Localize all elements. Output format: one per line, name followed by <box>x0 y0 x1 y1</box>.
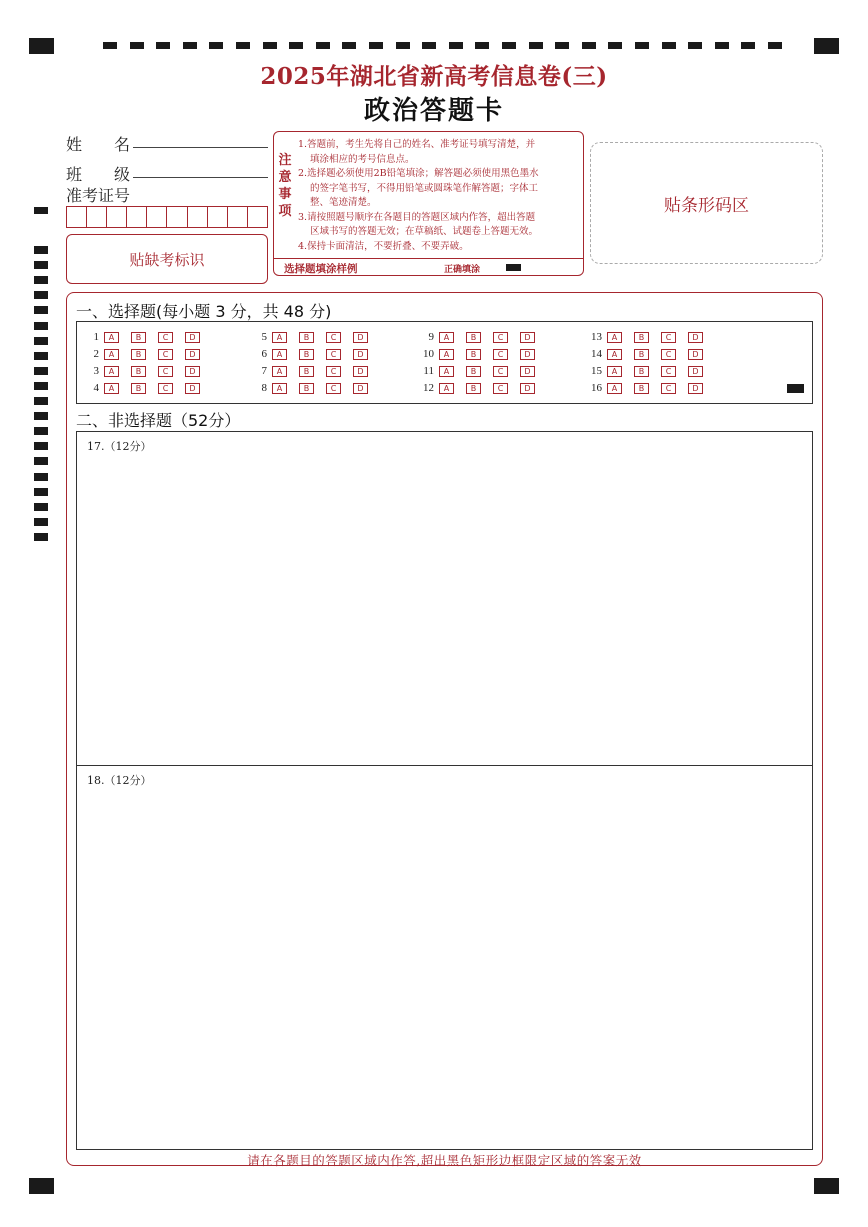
timing-mark <box>582 42 596 49</box>
option-bubble-b[interactable]: B <box>131 349 146 360</box>
exam-title: 2025年湖北省新高考信息卷(三) <box>260 63 608 90</box>
corner-mark-top-left <box>29 38 54 54</box>
timing-mark <box>236 42 250 49</box>
timing-mark <box>34 291 48 299</box>
choice-question-14 <box>582 347 715 361</box>
choice-question-9 <box>414 330 547 344</box>
option-bubble-c[interactable]: C <box>158 383 173 394</box>
notes-heading-char: 注 <box>278 153 292 168</box>
option-bubble-d[interactable]: D <box>185 349 200 360</box>
option-bubble-b[interactable]: B <box>131 332 146 343</box>
option-bubble-b[interactable]: B <box>131 383 146 394</box>
choice-question-box <box>76 321 813 404</box>
timing-mark <box>130 42 144 49</box>
timing-mark <box>688 42 702 49</box>
question-number: 3 <box>93 365 99 377</box>
question-number: 1 <box>93 331 99 343</box>
option-bubble-a[interactable]: A <box>439 383 454 394</box>
option-bubble-c[interactable]: C <box>493 366 508 377</box>
fill-sample-label: 选择题填涂样例 <box>284 263 358 275</box>
timing-mark <box>369 42 383 49</box>
timing-mark <box>635 42 649 49</box>
choice-question-5 <box>247 330 380 344</box>
note-line: 2.选择题必须使用2B铅笔填涂；解答题必须使用黑色墨水 <box>298 168 539 179</box>
option-bubble-b[interactable]: B <box>466 366 481 377</box>
timing-mark <box>34 518 48 526</box>
exam-id-cell[interactable] <box>67 207 87 227</box>
option-bubble-a[interactable]: A <box>104 383 119 394</box>
choice-question-6 <box>247 347 380 361</box>
option-bubble-b[interactable]: B <box>634 349 649 360</box>
option-bubble-b[interactable]: B <box>466 349 481 360</box>
timing-mark <box>422 42 436 49</box>
notes-heading <box>274 152 296 220</box>
choice-question-13 <box>582 330 715 344</box>
note-line: 4.保持卡面清洁，不要折叠、不要弄破。 <box>298 240 469 252</box>
question-number: 2 <box>93 348 99 360</box>
exam-id-cell[interactable] <box>127 207 147 227</box>
exam-id-cell[interactable] <box>208 207 228 227</box>
timing-mark <box>475 42 489 49</box>
exam-id-cell[interactable] <box>147 207 167 227</box>
question-number: 10 <box>423 348 434 360</box>
option-bubble-d[interactable]: D <box>353 349 368 360</box>
fill-sample-row <box>274 258 583 276</box>
timing-mark <box>34 352 48 360</box>
timing-mark <box>34 488 48 496</box>
option-bubble-a[interactable]: A <box>439 349 454 360</box>
timing-mark <box>183 42 197 49</box>
missing-exam-sticker-area: 贴缺考标识 <box>66 234 268 284</box>
footer-warning: 请在各题目的答题区域内作答,超出黑色矩形边框限定区域的答案无效 <box>247 1153 642 1168</box>
option-bubble-d[interactable]: D <box>353 383 368 394</box>
answer-box-18[interactable] <box>76 765 813 1150</box>
correct-fill-sample <box>506 264 521 271</box>
option-bubble-c[interactable]: C <box>661 332 676 343</box>
exam-id-label: 准考证号 <box>66 186 131 205</box>
question-number: 8 <box>261 382 267 394</box>
option-bubble-c[interactable]: C <box>326 349 341 360</box>
option-bubble-d[interactable]: D <box>520 366 535 377</box>
notes-heading-char: 事 <box>278 187 292 202</box>
notes-heading-char: 项 <box>278 204 292 219</box>
corner-mark-bottom-left <box>29 1178 54 1194</box>
question-number: 7 <box>261 365 267 377</box>
correct-fill-label: 正确填涂 <box>444 265 481 275</box>
note-line: 区域书写的答题无效；在草稿纸、试题卷上答题无效。 <box>310 226 539 237</box>
question-number: 16 <box>591 382 602 394</box>
exam-id-cell[interactable] <box>107 207 127 227</box>
choice-question-7 <box>247 364 380 378</box>
timing-mark <box>34 412 48 420</box>
note-line: 整、笔迹清楚。 <box>310 197 377 208</box>
timing-mark <box>34 246 48 254</box>
card-title: 政治答题卡 <box>363 96 504 126</box>
option-bubble-a[interactable]: A <box>439 366 454 377</box>
corner-mark-bottom-right <box>814 1178 839 1194</box>
option-bubble-c[interactable]: C <box>493 383 508 394</box>
choice-question-11 <box>414 364 547 378</box>
option-bubble-a[interactable]: A <box>607 366 622 377</box>
corner-mark-top-right <box>814 38 839 54</box>
timing-mark <box>34 427 48 435</box>
timing-mark <box>156 42 170 49</box>
timing-mark <box>502 42 516 49</box>
option-bubble-d[interactable]: D <box>353 332 368 343</box>
option-bubble-a[interactable]: A <box>607 332 622 343</box>
timing-mark <box>342 42 356 49</box>
question-number: 11 <box>423 365 434 377</box>
option-bubble-c[interactable]: C <box>661 366 676 377</box>
option-bubble-d[interactable]: D <box>185 383 200 394</box>
question-number: 15 <box>591 365 602 377</box>
choice-question-2 <box>79 347 212 361</box>
name-label: 姓 名 <box>66 135 131 154</box>
option-bubble-b[interactable]: B <box>299 332 314 343</box>
choice-question-12 <box>414 381 547 395</box>
option-bubble-b[interactable]: B <box>299 349 314 360</box>
option-bubble-c[interactable]: C <box>158 332 173 343</box>
exam-id-cell[interactable] <box>87 207 107 227</box>
option-bubble-b[interactable]: B <box>299 366 314 377</box>
option-bubble-c[interactable]: C <box>326 366 341 377</box>
question-number: 9 <box>428 331 434 343</box>
note-line: 1.答题前，考生先将自己的姓名、准考证号填写清楚，并 <box>298 139 536 150</box>
option-bubble-c[interactable]: C <box>493 349 508 360</box>
option-bubble-d[interactable]: D <box>520 332 535 343</box>
exam-id-grid[interactable] <box>66 206 268 228</box>
timing-mark <box>396 42 410 49</box>
timing-mark <box>34 442 48 450</box>
question-number: 14 <box>591 348 602 360</box>
option-bubble-b[interactable]: B <box>466 332 481 343</box>
timing-mark <box>529 42 543 49</box>
timing-mark <box>34 367 48 375</box>
notes-heading-char: 意 <box>278 170 292 185</box>
choice-question-3 <box>79 364 212 378</box>
option-bubble-d[interactable]: D <box>688 366 703 377</box>
timing-mark <box>34 457 48 465</box>
choice-question-16 <box>582 381 715 395</box>
option-bubble-d[interactable]: D <box>688 383 703 394</box>
timing-mark <box>316 42 330 49</box>
option-bubble-c[interactable]: C <box>661 349 676 360</box>
question-number: 6 <box>261 348 267 360</box>
option-bubble-a[interactable]: A <box>272 383 287 394</box>
option-bubble-d[interactable]: D <box>688 349 703 360</box>
timing-mark <box>555 42 569 49</box>
timing-mark <box>289 42 303 49</box>
barcode-area: 贴条形码区 <box>590 142 823 264</box>
exam-id-cell[interactable] <box>167 207 187 227</box>
option-bubble-a[interactable]: A <box>104 349 119 360</box>
timing-mark <box>34 276 48 284</box>
question-number: 12 <box>423 382 434 394</box>
timing-mark <box>34 322 48 330</box>
exam-id-cell[interactable] <box>228 207 248 227</box>
choice-question-10 <box>414 347 547 361</box>
timing-mark <box>34 382 48 390</box>
timing-mark <box>263 42 277 49</box>
option-bubble-b[interactable]: B <box>634 332 649 343</box>
name-field[interactable] <box>133 147 268 148</box>
option-bubble-d[interactable]: D <box>520 349 535 360</box>
option-bubble-a[interactable]: A <box>272 366 287 377</box>
timing-mark <box>34 261 48 269</box>
section1-title: 一、选择题(每小题 3 分，共 48 分) <box>76 302 332 321</box>
question-18-label: 18.（12分） <box>87 774 152 787</box>
timing-mark <box>34 533 48 541</box>
option-bubble-b[interactable]: B <box>466 383 481 394</box>
class-label: 班 级 <box>66 165 131 184</box>
timing-mark <box>34 473 48 481</box>
choice-question-1 <box>79 330 212 344</box>
option-bubble-d[interactable]: D <box>185 366 200 377</box>
option-bubble-b[interactable]: B <box>299 383 314 394</box>
question-number: 4 <box>93 382 99 394</box>
timing-mark <box>34 306 48 314</box>
question-number: 5 <box>261 331 267 343</box>
option-bubble-d[interactable]: D <box>353 366 368 377</box>
timing-mark <box>608 42 622 49</box>
option-bubble-a[interactable]: A <box>272 332 287 343</box>
option-bubble-b[interactable]: B <box>634 366 649 377</box>
option-bubble-d[interactable]: D <box>520 383 535 394</box>
answer-box-17[interactable] <box>76 431 813 766</box>
timing-mark <box>103 42 117 49</box>
question-17-label: 17.（12分） <box>87 440 152 453</box>
note-line: 3.请按照题号顺序在各题目的答题区域内作答，超出答题 <box>298 211 536 223</box>
timing-mark <box>662 42 676 49</box>
choice-question-4 <box>79 381 212 395</box>
timing-mark <box>768 42 782 49</box>
option-bubble-c[interactable]: C <box>661 383 676 394</box>
class-field[interactable] <box>133 177 268 178</box>
option-bubble-a[interactable]: A <box>272 349 287 360</box>
timing-mark <box>209 42 223 49</box>
option-bubble-a[interactable]: A <box>607 349 622 360</box>
exam-id-cell[interactable] <box>188 207 208 227</box>
option-bubble-d[interactable]: D <box>688 332 703 343</box>
option-bubble-a[interactable]: A <box>104 332 119 343</box>
note-line: 的签字笔书写，不得用铅笔或圆珠笔作解答题；字体工 <box>310 182 539 194</box>
timing-mark-choice <box>787 384 804 393</box>
choice-question-15 <box>582 364 715 378</box>
note-line: 填涂相应的考号信息点。 <box>310 153 415 165</box>
notes-body <box>298 138 580 254</box>
section2-title: 二、非选择题（52分） <box>76 411 241 430</box>
option-bubble-b[interactable]: B <box>634 383 649 394</box>
question-number: 13 <box>591 331 602 343</box>
choice-question-8 <box>247 381 380 395</box>
timing-mark <box>34 397 48 405</box>
exam-id-cell[interactable] <box>248 207 267 227</box>
option-bubble-c[interactable]: C <box>493 332 508 343</box>
option-bubble-c[interactable]: C <box>326 383 341 394</box>
timing-mark <box>715 42 729 49</box>
timing-mark <box>449 42 463 49</box>
notes-box <box>273 131 584 276</box>
option-bubble-d[interactable]: D <box>185 332 200 343</box>
option-bubble-b[interactable]: B <box>131 366 146 377</box>
timing-mark <box>34 503 48 511</box>
option-bubble-c[interactable]: C <box>158 349 173 360</box>
timing-mark <box>34 337 48 345</box>
timing-mark <box>741 42 755 49</box>
timing-mark-side <box>34 207 48 214</box>
option-bubble-a[interactable]: A <box>104 366 119 377</box>
option-bubble-a[interactable]: A <box>439 332 454 343</box>
option-bubble-c[interactable]: C <box>158 366 173 377</box>
option-bubble-a[interactable]: A <box>607 383 622 394</box>
option-bubble-c[interactable]: C <box>326 332 341 343</box>
